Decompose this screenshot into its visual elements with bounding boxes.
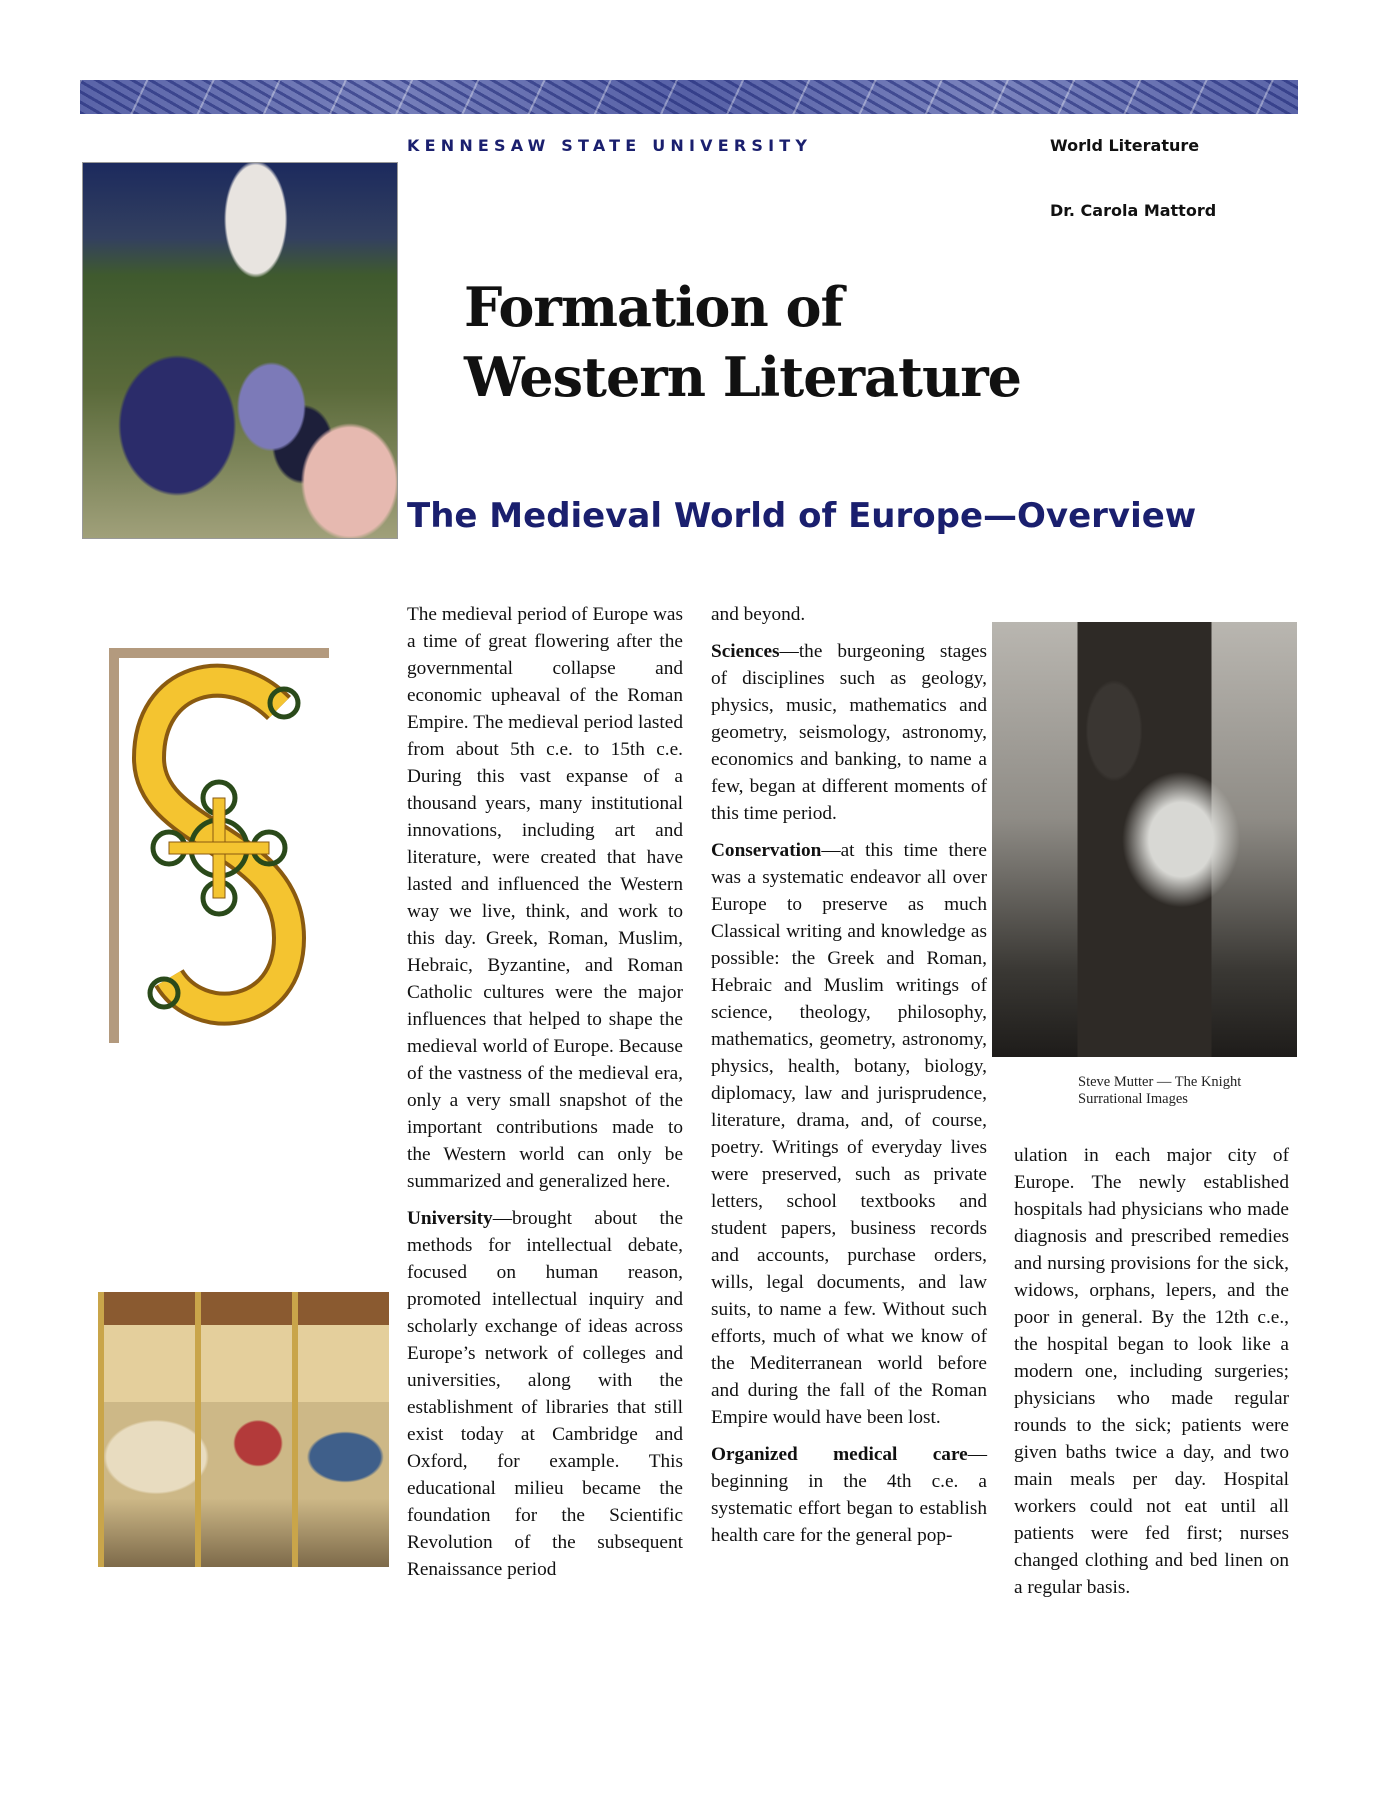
header-banner xyxy=(80,80,1298,114)
illuminated-letter-s xyxy=(109,648,329,1046)
university-heading: University xyxy=(407,1208,493,1229)
medical-paragraph xyxy=(711,1441,987,1549)
sciences-heading: Sciences xyxy=(711,641,780,662)
sciences-text: —the burgeoning stages of disciplines such as geology, physics, music, mathematics and geometry, seismology, astronomy, economics and banking, to name a few, began at different moments of this time period. xyxy=(711,641,987,824)
image-caption xyxy=(1078,1074,1241,1108)
course-name: World Literature xyxy=(1050,136,1200,155)
conservation-paragraph xyxy=(711,837,987,1431)
text-column-3 xyxy=(1014,1142,1289,1611)
conservation-heading: Conservation xyxy=(711,840,822,861)
text-column-2 xyxy=(711,601,987,1559)
university-paragraph xyxy=(407,1205,683,1583)
page-title xyxy=(464,272,1021,412)
title-line-2: Western Literature xyxy=(464,345,1022,409)
conservation-text: —at this time there was a systematic endeavor all over Europe to preserve as much Classical writing and knowledge as possible: the Greek and Roman, Hebraic and Muslim writings of science, theology, philosophy, mathematics, geometry, astronomy, physics, health, botany, biology, diplomacy, law and jurisprudence, literature, drama, and, of course, poetry. Writings of everyday lives were preserved, such as private letters, school textbooks and student papers, business records and accounts, purchase orders, wills, legal documents, and law suits, to name a few. Without such efforts, much of what we know of the Mediterranean world before and during the fall of the Roman Empire would have been lost. xyxy=(711,840,987,1428)
instructor-name: Dr. Carola Mattord xyxy=(1050,201,1217,220)
text-column-1 xyxy=(407,601,683,1593)
intro-paragraph: The medieval period of Europe was a time of great flowering after the governmental collapse and economic upheaval of the Roman Empire. The medieval period lasted from about 5th c.e. to 15th c.e. During this vast expanse of a thousand years, many institutional innovations, including art and literature, were created that have lasted and influenced the Western way we live, think, and work to this day. Greek, Roman, Muslim, Hebraic, Byzantine, and Roman Catholic cultures were the major influences that helped to shape the medieval world of Europe. Because of the vastness of the medieval era, only a very small snapshot of the important contributions made to the Western world can only be summarized and generalized here. xyxy=(407,604,683,1192)
medieval-scholars-illustration xyxy=(98,1292,389,1567)
medieval-court-illustration xyxy=(82,162,398,539)
medical-continued-paragraph: ulation in each major city of Europe. The newly established hospitals had physicians who made diagnosis and prescribed remedies and nursing provisions for the sick, widows, orphans, lepers, and the poor in general. By the 12th c.e., the hospital began to look like a modern one, including surgeries; physicians who made regular rounds to the sick; patients were given baths twice a day, and two main meals per day. Hospital workers could not eat until all patients were fed first; nurses changed clothing and bed linen on a regular basis. xyxy=(1014,1145,1289,1598)
medical-heading: Organized medical care xyxy=(711,1444,968,1465)
title-line-1: Formation of xyxy=(464,275,843,339)
section-heading: The Medieval World of Europe—Overview xyxy=(407,496,1197,536)
sciences-paragraph xyxy=(711,638,987,827)
university-text: —brought about the methods for intellectual debate, focused on human reason, promoted intellectual inquiry and scholarly exchange of ideas across Europe’s network of colleges and universities, along with the establishment of libraries that still exist today at Cambridge and Oxford, for example. This educational milieu became the foundation for the Scientific Revolution of the subsequent Renaissance period xyxy=(407,1208,683,1580)
continued-paragraph: and beyond. xyxy=(711,604,806,625)
caption-line-1: Steve Mutter — The Knight xyxy=(1078,1074,1242,1090)
caption-line-2: Surrational Images xyxy=(1078,1091,1188,1107)
medical-text: —beginning in the 4th c.e. a systematic effort began to establish health care for the general pop- xyxy=(711,1444,987,1546)
knight-statue-photo xyxy=(992,622,1297,1057)
university-name: KENNESAW STATE UNIVERSITY xyxy=(407,136,813,155)
